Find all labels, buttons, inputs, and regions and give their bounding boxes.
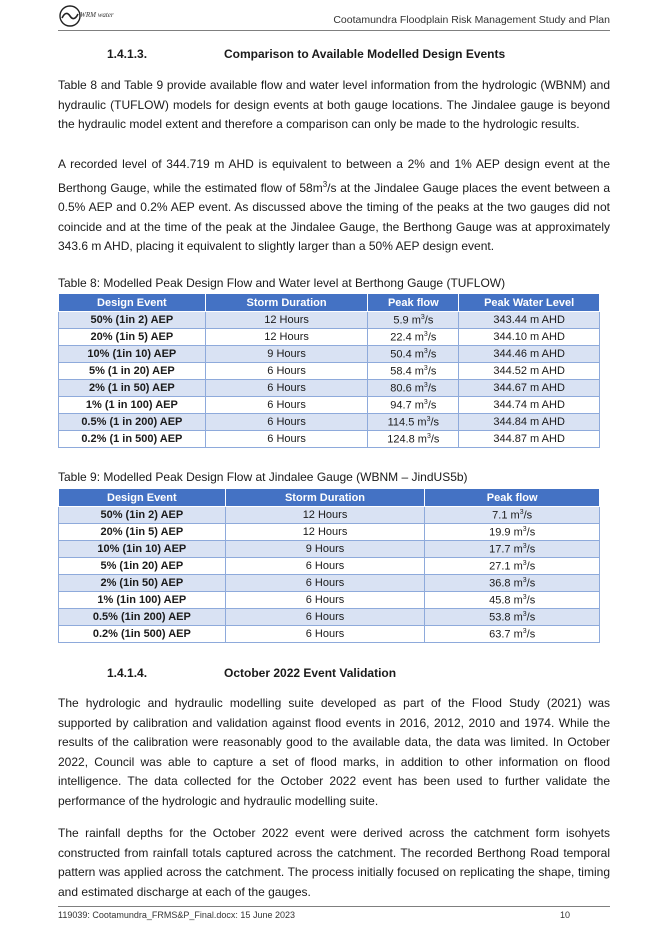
table-row [59, 312, 600, 329]
cell-value: 343.44 m AHD [493, 314, 565, 326]
cell-event [59, 414, 206, 431]
table-row [59, 524, 600, 541]
cell-flow [425, 558, 600, 575]
cell-flow [368, 431, 459, 448]
cell-value: 344.10 m AHD [493, 331, 565, 343]
cell-value: 344.84 m AHD [493, 416, 565, 428]
table-row [59, 414, 600, 431]
cell-value: 344.87 m AHD [493, 433, 565, 445]
cell-duration [205, 329, 368, 346]
cell-value: 344.67 m AHD [493, 382, 565, 394]
table-row [59, 575, 600, 592]
cell-value: 0.2% (1 in 500) AEP [81, 433, 183, 445]
cell-value: 94.7 m [390, 399, 424, 412]
unit-tail: /s [424, 314, 434, 327]
cell-duration [225, 558, 425, 575]
cell-flow [368, 346, 459, 363]
unit-tail: /s [427, 382, 437, 395]
superscript: 3 [322, 179, 328, 189]
cell-event [59, 312, 206, 329]
cell-value: 344.74 m AHD [493, 399, 565, 411]
cell-value: 20% (1in 5) AEP [90, 331, 174, 343]
cell-value: 9 Hours [267, 348, 306, 360]
cell-value: 22.4 m [390, 331, 424, 344]
cell-level [459, 397, 600, 414]
cell-flow [368, 312, 459, 329]
cell-level [459, 380, 600, 397]
cell-event [59, 626, 226, 643]
cell-value: 344.52 m AHD [493, 365, 565, 377]
unit-tail: /s [427, 365, 437, 378]
column-header: Storm Duration [225, 489, 425, 507]
table-row [59, 431, 600, 448]
table-row [59, 380, 600, 397]
cell-flow [425, 575, 600, 592]
cell-flow [368, 363, 459, 380]
unit-superscript: 3 [426, 432, 431, 440]
unit-tail: /s [430, 416, 440, 429]
cell-value: 80.6 m [390, 382, 424, 395]
cell-duration [225, 541, 425, 558]
cell-flow [368, 414, 459, 431]
cell-value: 50.4 m [390, 348, 424, 361]
unit-superscript: 3 [522, 593, 527, 601]
table9-caption: Table 9: Modelled Peak Design Flow at Jindalee Gauge (WBNM – JindUS5b) [58, 470, 468, 484]
cell-flow [425, 626, 600, 643]
unit-superscript: 3 [522, 610, 527, 618]
cell-flow [368, 380, 459, 397]
column-header: Storm Duration [205, 294, 368, 312]
cell-duration [205, 380, 368, 397]
page-header [58, 4, 610, 31]
unit-superscript: 3 [522, 559, 527, 567]
table-jindalee-gauge [58, 488, 600, 643]
unit-tail: /s [427, 348, 437, 361]
unit-tail: /s [526, 526, 536, 539]
section-title: Comparison to Available Modelled Design Events [224, 47, 506, 61]
cell-value: 9 Hours [305, 543, 345, 555]
table8-caption: Table 8: Modelled Peak Design Flow and Water level at Berthong Gauge (TUFLOW) [58, 276, 506, 290]
cell-value: 10% (1in 10) AEP [97, 543, 187, 555]
cell-event [59, 592, 226, 609]
paragraph-intro: Table 8 and Table 9 provide available flow and water level information from the hydrologic (WBNM) and hydraulic (TUFLOW) models for design events at both gauge locations. The Jindalee gauge is beyond the hydraulic model extent and therefore a comparison can only be made to the hydrologic results. [58, 78, 610, 132]
unit-tail: /s [427, 331, 437, 344]
cell-event [59, 329, 206, 346]
cell-duration [225, 592, 425, 609]
table-row [59, 397, 600, 414]
cell-value: 63.7 m [489, 628, 523, 641]
cell-value: 6 Hours [267, 416, 306, 428]
table-row [59, 609, 600, 626]
cell-flow [368, 329, 459, 346]
unit-superscript: 3 [519, 508, 524, 516]
table-row [59, 558, 600, 575]
unit-tail: /s [526, 560, 536, 573]
cell-event [59, 346, 206, 363]
footer-document-ref: 119039: Cootamundra_FRMS&P_Final.docx: 15 June 2023 [58, 910, 295, 920]
cell-event [59, 575, 226, 592]
cell-duration [205, 414, 368, 431]
unit-tail: /s [526, 577, 536, 590]
unit-tail: /s [526, 543, 536, 556]
unit-tail: /s [523, 509, 533, 522]
unit-superscript: 3 [423, 364, 428, 372]
cell-value: 50% (1in 2) AEP [90, 314, 174, 326]
column-header: Peak flow [368, 294, 459, 312]
unit-tail: /s [427, 399, 437, 412]
cell-value: 6 Hours [305, 628, 345, 640]
table-header-row [59, 294, 600, 312]
cell-value: 6 Hours [267, 365, 306, 377]
cell-flow [425, 507, 600, 524]
cell-value: 1% (1 in 100) AEP [85, 399, 178, 411]
cell-flow [368, 397, 459, 414]
cell-value: 2% (1 in 50) AEP [88, 382, 175, 394]
cell-value: 6 Hours [305, 611, 345, 623]
section-number: 1.4.1.4. [107, 666, 148, 680]
cell-duration [205, 312, 368, 329]
unit-superscript: 3 [522, 525, 527, 533]
cell-level [459, 431, 600, 448]
table-berthong-gauge [58, 293, 600, 448]
table-row [59, 541, 600, 558]
cell-value: 12 Hours [302, 526, 348, 538]
table-header-row [59, 489, 600, 507]
cell-value: 6 Hours [305, 577, 345, 589]
table-row [59, 592, 600, 609]
cell-value: 5.9 m [393, 314, 421, 327]
cell-flow [425, 609, 600, 626]
section-number: 1.4.1.3. [107, 47, 148, 61]
unit-superscript: 3 [426, 415, 431, 423]
cell-duration [205, 346, 368, 363]
unit-tail: /s [526, 628, 536, 641]
unit-superscript: 3 [423, 347, 428, 355]
cell-value: 45.8 m [489, 594, 523, 607]
cell-level [459, 346, 600, 363]
cell-event [59, 524, 226, 541]
table-row [59, 329, 600, 346]
unit-tail: /s [526, 611, 536, 624]
unit-superscript: 3 [423, 381, 428, 389]
cell-value: 6 Hours [267, 433, 306, 445]
cell-level [459, 414, 600, 431]
column-header: Design Event [59, 489, 226, 507]
cell-value: 50% (1in 2) AEP [100, 509, 184, 521]
cell-event [59, 558, 226, 575]
cell-event [59, 380, 206, 397]
cell-duration [205, 397, 368, 414]
cell-duration [225, 609, 425, 626]
cell-value: 12 Hours [302, 509, 348, 521]
unit-tail: /s [526, 594, 536, 607]
cell-value: 114.5 m [387, 416, 427, 429]
document-title: Cootamundra Floodplain Risk Management Study and Plan [333, 14, 610, 26]
paragraph-validation-intro: The hydrologic and hydraulic modelling suite developed as part of the Flood Study (2021) was supported by calibration and validation against flood events in 2016, 2012, 2010 and 1974. While the results of the calibration were reasonably good to the available data, the data was limited. In October 2022, Council was able to capture a set of flood marks, in addition to other information on flood intelligence. The data collected for the October 2022 event has been used to further validate the performance of the hydrologic and hydraulic modelling suite. [58, 696, 610, 808]
cell-value: 58.4 m [390, 365, 424, 378]
cell-value: 10% (1in 10) AEP [87, 348, 177, 360]
cell-value: 27.1 m [489, 560, 523, 573]
cell-flow [425, 524, 600, 541]
cell-value: 2% (1in 50) AEP [100, 577, 184, 589]
cell-level [459, 363, 600, 380]
cell-value: 7.1 m [492, 509, 520, 522]
cell-event [59, 431, 206, 448]
cell-value: 0.5% (1in 200) AEP [92, 611, 191, 623]
cell-value: 6 Hours [305, 594, 345, 606]
cell-flow [425, 592, 600, 609]
unit-tail: /s [430, 433, 440, 446]
cell-value: 6 Hours [267, 382, 306, 394]
para-text-b: /s at the Jindalee Gauge places the event between a 0.5% AEP and 0.2% AEP event. As discussed above the timing of the peaks at the two gauges did not coincide and at the time of the peak at the Jindalee Gauge, the Berthong Gauge was at approximately 343.6 m AHD, placing it equivalent to slightly larger than a 50% AEP design event. [58, 180, 610, 254]
cell-value: 5% (1in 20) AEP [100, 560, 184, 572]
cell-value: 19.9 m [489, 526, 523, 539]
paragraph-rainfall-depths: The rainfall depths for the October 2022 event were derived across the catchment form isohyets constructed from rainfall totals captured across the catchment. The recorded Berthong Road temporal pattern was applied across the catchment. The process initially focused on replicating the shape, timing and estimated discharge at each of the gauges. [58, 826, 610, 899]
cell-value: 6 Hours [305, 560, 345, 572]
unit-superscript: 3 [522, 627, 527, 635]
cell-duration [225, 507, 425, 524]
unit-superscript: 3 [522, 576, 527, 584]
cell-event [59, 609, 226, 626]
table-row [59, 346, 600, 363]
cell-value: 0.5% (1 in 200) AEP [81, 416, 183, 428]
cell-level [459, 329, 600, 346]
cell-duration [225, 524, 425, 541]
cell-duration [205, 363, 368, 380]
cell-value: 20% (1in 5) AEP [100, 526, 184, 538]
cell-value: 53.8 m [489, 611, 523, 624]
cell-event [59, 541, 226, 558]
cell-value: 6 Hours [267, 399, 306, 411]
wave-logo-icon [58, 4, 82, 28]
column-header: Peak Water Level [459, 294, 600, 312]
cell-duration [225, 575, 425, 592]
table-row [59, 626, 600, 643]
cell-level [459, 312, 600, 329]
cell-event [59, 507, 226, 524]
paragraph-recorded-level [58, 155, 610, 257]
unit-superscript: 3 [420, 313, 425, 321]
cell-duration [205, 431, 368, 448]
cell-value: 12 Hours [264, 314, 309, 326]
table-row [59, 363, 600, 380]
cell-value: 12 Hours [264, 331, 309, 343]
para-text-a: A recorded level of 344.719 m AHD is equivalent to between a 2% and 1% AEP design event at the Berthong Gauge, while the estimated flow of 58m [58, 157, 610, 195]
cell-value: 17.7 m [489, 543, 523, 556]
cell-event [59, 363, 206, 380]
cell-value: 1% (1in 100) AEP [97, 594, 187, 606]
unit-superscript: 3 [423, 398, 428, 406]
page-footer [58, 906, 610, 920]
unit-superscript: 3 [423, 330, 428, 338]
column-header: Peak flow [425, 489, 600, 507]
section-title: October 2022 Event Validation [224, 666, 397, 680]
cell-value: 36.8 m [489, 577, 523, 590]
column-header: Design Event [59, 294, 206, 312]
cell-value: 0.2% (1in 500) AEP [92, 628, 191, 640]
table-row [59, 507, 600, 524]
cell-value: 124.8 m [387, 433, 427, 446]
cell-event [59, 397, 206, 414]
unit-superscript: 3 [522, 542, 527, 550]
page-number: 10 [559, 910, 570, 920]
cell-value: 344.46 m AHD [493, 348, 565, 360]
company-logo [58, 4, 138, 28]
logo-text: WRM water [80, 11, 114, 19]
cell-value: 5% (1 in 20) AEP [88, 365, 175, 377]
cell-flow [425, 541, 600, 558]
cell-duration [225, 626, 425, 643]
